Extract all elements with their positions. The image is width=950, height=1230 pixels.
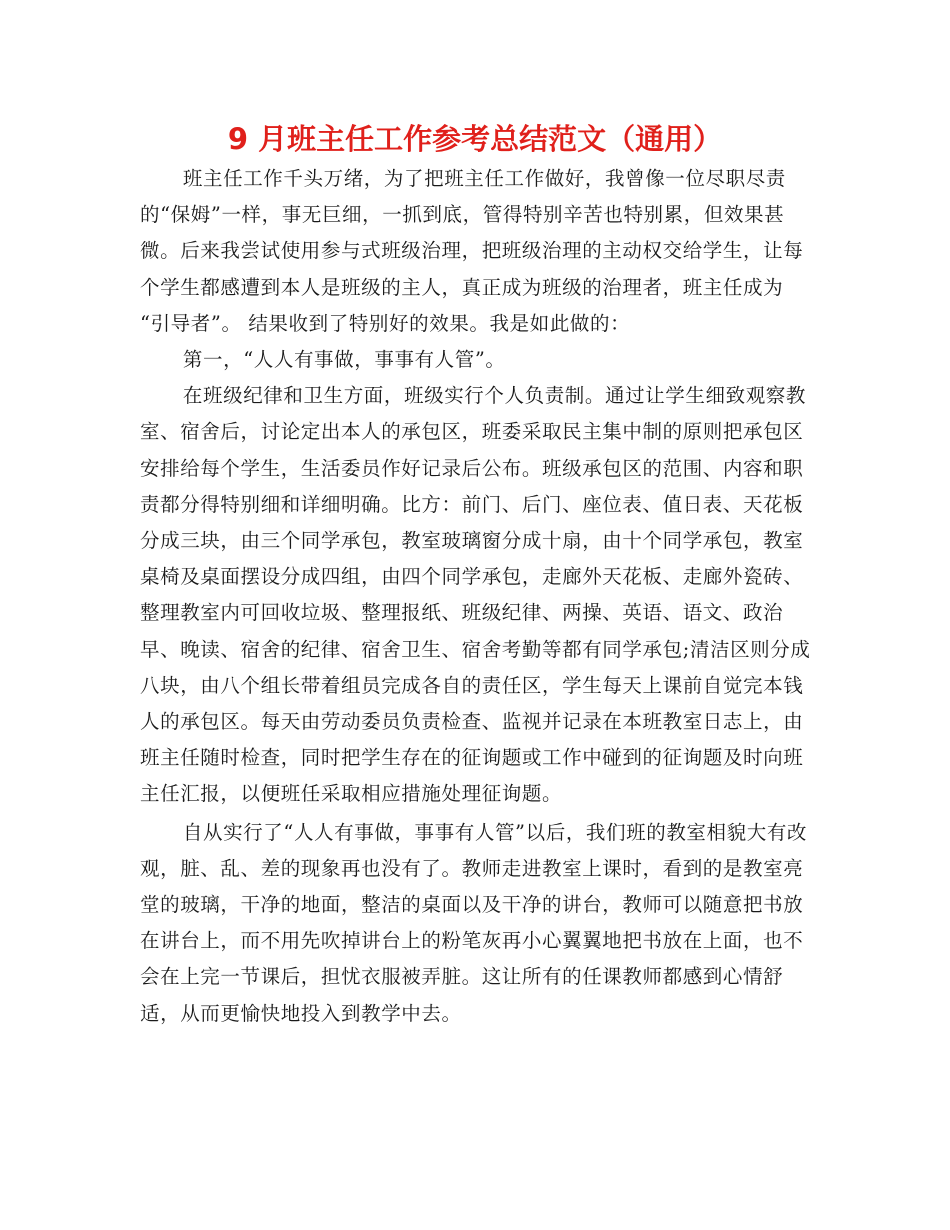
document-title: 9 月班主任工作参考总结范文（通用） xyxy=(227,122,723,156)
paragraph-heading-first: 第一，“人人有事做，事事有人管”。 xyxy=(182,348,506,372)
paragraph-results: 自从实行了“人人有事做，事事有人管”以后，我们班的教室相貌大有改观，脏、乱、差的现象再也没有了。教师走进教室上课时，看到的是教室亮堂的玻璃，干净的地面，整洁的桌面以及干净的讲台，教师可以随意把书放在讲台上，而不用先吹掉讲台上的粉笔灰再小心翼翼地把书放在上面，也不会在上完一节课后，担忧衣服被弄脏。这让所有的任课教师都感到心情舒适，从而更愉快地投入到教学中去。 xyxy=(140,820,808,1025)
paragraph-intro: 班主任工作千头万绪，为了把班主任工作做好，我曾像一位尽职尽责的“保姆”一样，事无巨细，一抓到底，管得特别辛苦也特别累，但效果甚微。后来我尝试使用参与式班级治理，把班级治理的主动权交给学生，让每个学生都感遭到本人是班级的主人，真正成为班级的治理者，班主任成为 “引导者”。 结果收到了特别好的效果。我是如此做的： xyxy=(140,167,804,335)
document-body xyxy=(140,161,820,1032)
paragraph-responsibility: 在班级纪律和卫生方面，班级实行个人负责制。通过让学生细致观察教室、宿舍后，讨论定出本人的承包区，班委采取民主集中制的原则把承包区安排给每个学生，生活委员作好记录后公布。班级承包区的范围、内容和职责都分得特别细和详细明确。比方：前门、后门、座位表、值日表、天花板分成三块，由三个同学承包，教室玻璃窗分成十扇，由十个同学承包，教室桌椅及桌面摆设分成四组，由四个同学承包，走廊外天花板、走廊外瓷砖、整理教室内可回收垃圾、整理报纸、班级纪律、两操、英语、语文、政治早、晚读、宿舍的纪律、宿舍卫生、宿舍考勤等都有同学承包;清洁区则分成八块，由八个组长带着组员完成各自的责任区，学生每天上课前自觉完本钱人的承包区。每天由劳动委员负责检查、监视并记录在本班教室日志上，由班主任随时检查，同时把学生存在的征询题或工作中碰到的征询题及时向班主任汇报，以便班任采取相应措施处理征询题。 xyxy=(140,384,811,806)
